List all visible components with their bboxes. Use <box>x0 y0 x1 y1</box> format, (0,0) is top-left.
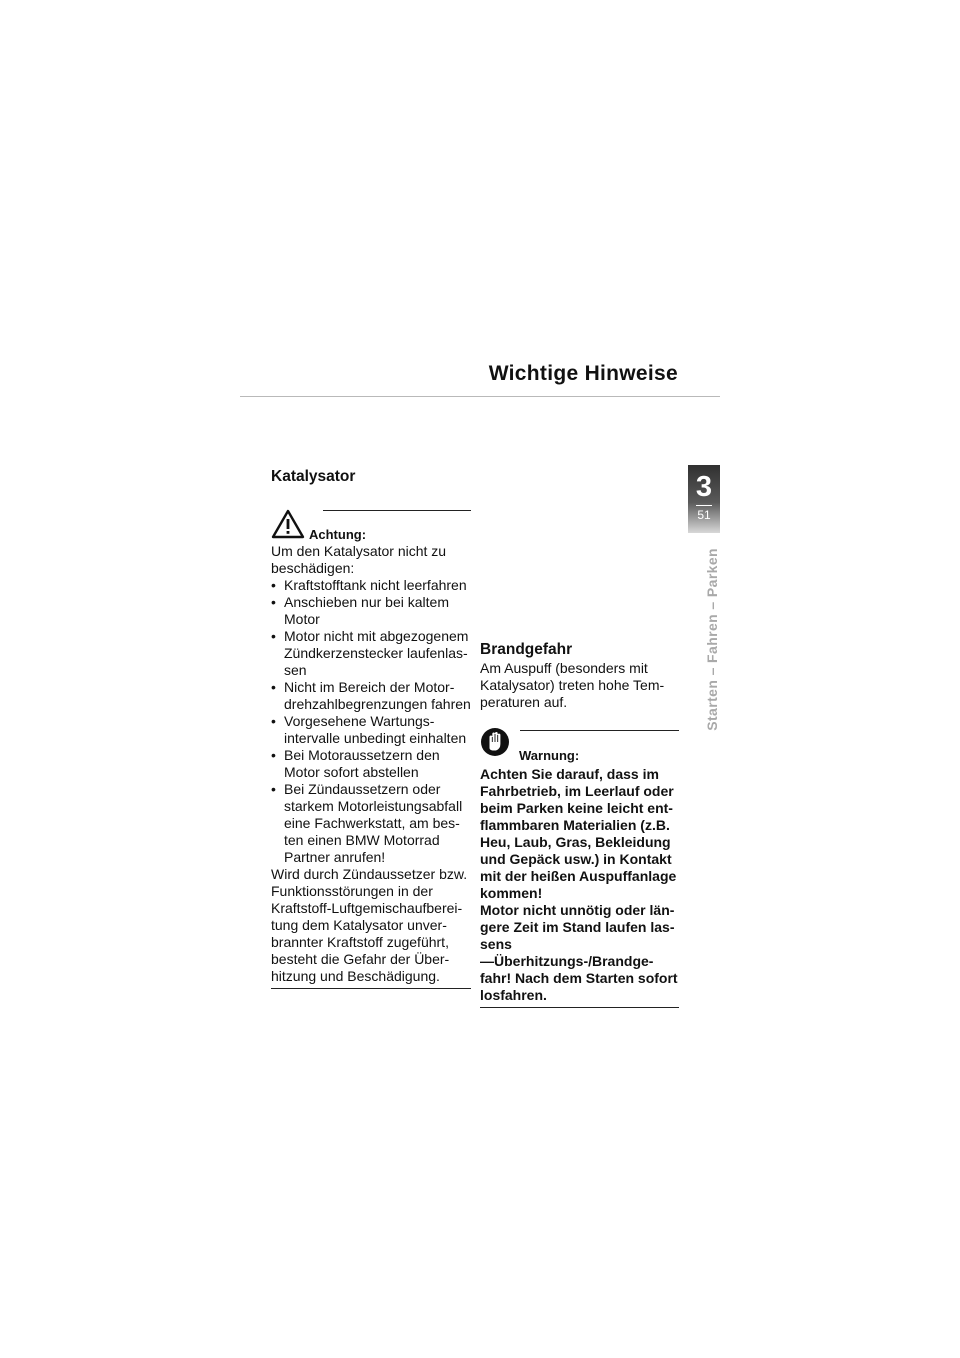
list-item: • Bei Zündaussetzern oder starkem Motorleistungsabfall eine Fachwerkstatt, am bes- ten einen BMW Motorrad Partner anrufen! <box>271 781 471 866</box>
right-column <box>480 640 679 1008</box>
warning-hand-icon <box>480 725 510 763</box>
list-item: • Anschieben nur bei kaltem Motor <box>271 594 471 628</box>
caution-label: Achtung: <box>309 527 367 542</box>
caution-triangle-icon <box>271 509 305 543</box>
warning-text-3: —Überhitzungs-/Brandge- fahr! Nach dem Starten sofort losfahren. <box>480 953 678 1003</box>
warning-label: Warnung: <box>519 748 580 763</box>
header-divider <box>240 396 720 397</box>
section-heading-katalysator: Katalysator <box>271 468 356 485</box>
warning-end-rule <box>480 1007 679 1008</box>
left-column <box>271 467 471 989</box>
warning-rule <box>520 730 679 731</box>
chapter-side-label: Starten – Fahren – Parken <box>704 548 720 731</box>
chapter-tab-divider <box>696 505 712 506</box>
chapter-tab <box>688 465 720 533</box>
chapter-number: 3 <box>695 471 713 503</box>
caution-intro: Um den Katalysator nicht zu beschädigen: <box>271 543 447 576</box>
page-number: 51 <box>697 508 711 522</box>
list-item: • Vorgesehene Wartungs- intervalle unbedingt einhalten <box>271 713 471 747</box>
list-item: • Kraftstofftank nicht leerfahren <box>271 577 471 594</box>
warning-text-2: Motor nicht unnötig oder län- gere Zeit im Stand laufen las- sens <box>480 902 675 952</box>
list-item: • Nicht im Bereich der Motor- drehzahlbegrenzungen fahren <box>271 679 471 713</box>
caution-notice-header <box>271 510 471 543</box>
page-title: Wichtige Hinweise <box>488 362 678 385</box>
caution-list <box>271 577 471 866</box>
warning-text-1: Achten Sie darauf, dass im Fahrbetrieb, im Leerlauf oder beim Parken keine leicht ent- flammbaren Materialien (z.B. Heu, Laub, Gras, Bekleidung und Gepäck usw.) in Kontakt mit der heißen Auspuffanlage kommen! <box>480 766 677 901</box>
caution-closing: Wird durch Zündaussetzer bzw. Funktionsstörungen in der Kraftstoff-Luftgemischaufberei- tung dem Katalysator unver- brannter Kraftstoff zugeführt, besteht die Gefahr der Über- hitzung und Beschädigung. <box>271 866 468 984</box>
brandgefahr-intro: Am Auspuff (besonders mit Katalysator) treten hohe Tem- peraturen auf. <box>480 660 665 710</box>
section-heading-brandgefahr: Brandgefahr <box>480 641 573 658</box>
list-item: • Motor nicht mit abgezogenem Zündkerzenstecker laufenlas- sen <box>271 628 471 679</box>
list-item: • Bei Motoraussetzern den Motor sofort abstellen <box>271 747 471 781</box>
caution-end-rule <box>271 988 471 989</box>
warning-notice-header <box>480 730 679 766</box>
caution-rule <box>323 510 471 511</box>
